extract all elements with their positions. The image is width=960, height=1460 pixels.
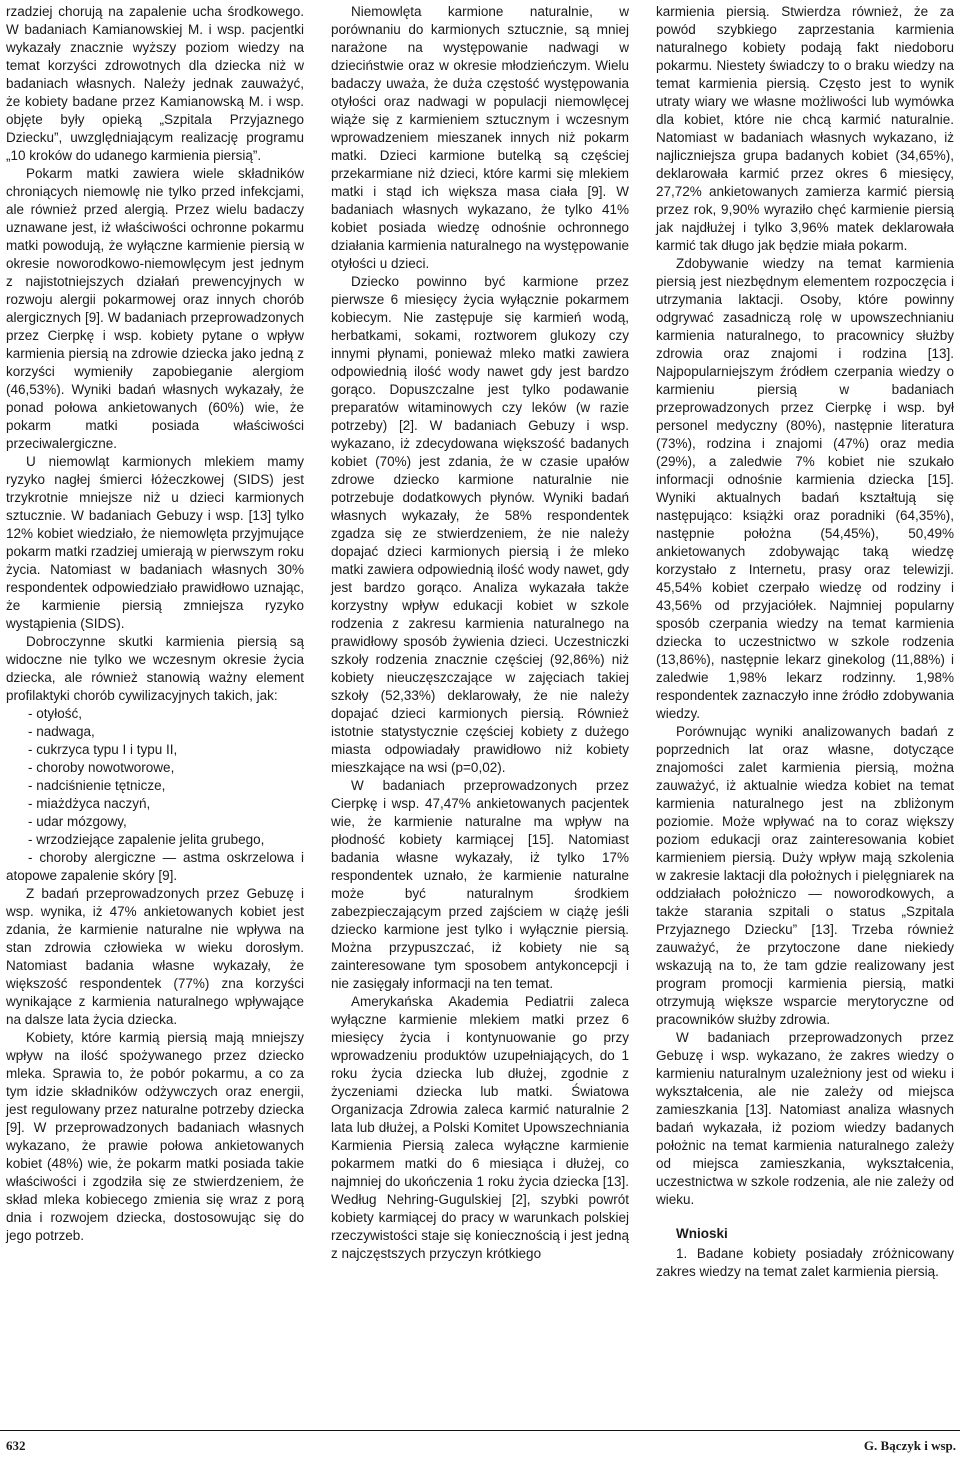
list-item: - miażdżyca naczyń, <box>28 796 151 811</box>
list-item: - cukrzyca typu I i typu II, <box>28 742 178 757</box>
list-item: - nadwaga, <box>28 724 95 739</box>
paragraph: Kobiety, które karmią piersią mają mniejszy wpływ na ilość spożywanego przez dziecko mleka. Sprawia to, że pobór pokarmu, a co za tym idzie składników odżywczych oraz energii, jest regulowany przez naturalne potrzeby dziecka [9]. W przeprowadzonych badaniach własnych wykazano, że prawie połowa ankietowanych kobiet (48%) wie, że pokarm matki posiada takie właściwości i zgodziła się ze stwierdzeniem, że skład mleka kobiecego zmienia się wraz z porą dnia i rozwojem dziecka, dostosowując się do jego potrzeb. <box>6 1030 304 1243</box>
paragraph: rzadziej chorują na zapalenie ucha środkowego. W badaniach Kamianowskiej M. i wsp. pacjentki wykazały znacznie wyższy poziom wiedzy na temat korzyści zdrowotnych dla dziecka niż w badaniach własnych. Należy jednak zauważyć, że kobiety badane przez Kamianowską M. i wsp. objęte były opieką „Szpitala Przyjaznego Dziecku”, uwzględniającym realizację programu „10 kroków do udanego karmienia piersią”. <box>6 4 304 163</box>
paragraph: Amerykańska Akademia Pediatrii zaleca wyłączne karmienie mlekiem matki przez 6 miesięcy życia i kontynuowanie go przy wprowadzeniu produktów uzupełniających, do 1 roku życia dziecka lub dłużej, zgodnie z życzeniami dziecka lub matki. Światowa Organizacja Zdrowia zaleca karmić naturalnie 2 lata lub dłużej, a Polski Komitet Upowszechniania Karmienia Piersią zaleca wyłączne karmienie pokarmem matki do 6 miesiąca i dłużej, co najmniej do ukończenia 1 roku życia dziecka [13]. Według Nehring-Gugulskiej [2], szybki powrót kobiety karmiącej do pracy w warunkach polskiej rzeczywistości staje się koniecznością i jest jedną z najczęstszych przyczyn krótkiego <box>331 994 629 1261</box>
page-number: 632 <box>6 1438 26 1453</box>
list-item: - choroby nowotworowe, <box>28 760 175 775</box>
paragraph: W badaniach przeprowadzonych przez Gebuzę i wsp. wykazano, że zakres wiedzy o karmieniu naturalnym uzależniony jest od wieku i wykształcenia, ale nie zależy od miejsca zamieszkania [13]. Natomiast analiza własnych badań wykazała, iż poziom wiedzy badanych położnic na temat karmienia naturalnego zależy od miejsca zamieszkania, wykształcenia, uczestnictwa w szkole rodzenia, ale nie zależy od wieku. <box>656 1030 954 1207</box>
paragraph: Zdobywanie wiedzy na temat karmienia piersią jest niezbędnym elementem rozpoczęcia i utrzymania laktacji. Osoby, które powinny odgrywać zasadniczą rolę w upowszechnianiu karmienia naturalnego, to pracownicy służby zdrowia oraz znajomi i rodzina [13]. Najpopularniejszym źródłem czerpania wiedzy o karmieniu piersią w badaniach przeprowadzonych przez Cierpkę i wsp. był personel medyczny (80%), następnie literatura (73%), rodzina i znajomi (47%) oraz media (29%), a zaledwie 7% kobiet nie szukało informacji odnośnie karmienia dziecka [15]. Wyniki aktualnych badań kształtują się następująco: książki oraz poradniki (64,35%), następnie położna (54,45%), 50,49% ankietowanych zdobywając taką wiedzę korzystało z Internetu, prasy oraz telewizji. 45,54% kobiet czerpało wiedzę od rodziny i 43,56% od przyjaciółek. Najmniej popularny sposób czerpania wiedzy na temat karmienia dziecka to uczestnictwo w szkole rodzenia (13,86%), następnie lekarz ginekolog (11,88%) i zaledwie 1,98% lekarz rodzinny. 1,98% respondentek zaznaczyło inne źródło zdobywania wiedzy. <box>656 256 954 721</box>
column-middle <box>331 3 629 1263</box>
paragraph: karmienia piersią. Stwierdza również, że za powód szybkiego zaprzestania karmienia naturalnego kobiety podają fakt niedoboru pokarmu. Niestety świadczy to o braku wiedzy na temat karmienia piersią. Często jest to wynik utraty wiary we własne możliwości lub wymówka dla kobiet, które nie chcą karmić naturalnie. Natomiast w badaniach własnych wykazano, iż najliczniejsza grupa badanych kobiet (34,65%), deklarowała karmić przez okres 6 miesięcy, 27,72% ankietowanych zamierza karmić piersią przez rok, 9,90% wyraziło chęć karmienie piersią jak najdłużej i tylko 3,96% matek deklarowała karmić tak długo jak będzie miała pokarm. <box>656 4 954 253</box>
paragraph: U niemowląt karmionych mlekiem mamy ryzyko nagłej śmierci łóżeczkowej (SIDS) jest trzykrotnie mniejsze niż u dzieci karmionych sztucznie. W badaniach Gebuzy i wsp. [13] tylko 12% kobiet wiedziało, że niemowlęta przyjmujące pokarm matki rzadziej umierają w pierwszym roku życia. Natomiast w badaniach własnych 30% respondentek odpowiedziało prawidłowo uznając, że karmienie piersią zmniejsza ryzyko wystąpienia (SIDS). <box>6 454 304 631</box>
paragraph: Dobroczynne skutki karmienia piersią są widoczne nie tylko we wczesnym okresie życia dziecka, ale również stanowią ważny element profilaktyki chorób cywilizacyjnych takich, jak: <box>6 634 304 703</box>
list-item: - choroby alergiczne — astma oskrzelowa i atopowe zapalenie skóry [9]. <box>6 850 304 883</box>
list-item: - udar mózgowy, <box>28 814 127 829</box>
paragraph: Dziecko powinno być karmione przez pierwsze 6 miesięcy życia wyłącznie pokarmem kobiecym. Nie zastępuje się karmień wodą, herbatkami, sokami, roztworem glukozy czy innymi płynami, ponieważ mleko matki zawiera odpowiednią ilość wody nawet gdy jest bardzo gorąco. Dopuszczalne jest tylko podawanie preparatów witaminowych czy leków (w razie potrzeby) [2]. W badaniach Gebuzy i wsp. wykazano, iż zdecydowana większość badanych kobiet (70%) jest zdania, że w czasie upałów zdrowe dziecko karmione naturalnie nie potrzebuje dodatkowych płynów. Wyniki badań własnych wykazały, że 58% respondentek zgadza się ze stwierdzeniem, że nie należy dopajać dzieci karmionych piersią i że mleko matki zawiera odpowiednią ilość wody nawet, gdy jest bardzo gorąco. Analiza wykazała także korzystny wpływ edukacji kobiet w szkole rodzenia z zakresu karmienia naturalnego na prawidłowy sposób żywienia dzieci. Uczestniczki szkoły rodzenia znacznie częściej (92,86%) niż kobiety nieuczęszczające w zajęciach takiej szkoły (52,33%) deklarowały, że nie należy dopajać dzieci karmionych piersią. Również istotnie statystycznie częściej kobiety z dużego miasta odpowiadały prawidłowo niż kobiety mieszkające na wsi (p=0,02). <box>331 274 629 775</box>
running-footer-authors: G. Bączyk i wsp. <box>863 1438 956 1453</box>
paragraph: Porównując wyniki analizowanych badań z poprzednich lat oraz własne, dotyczące znajomości zalet karmienia piersią, można zauważyć, iż aktualnie wiedza kobiet na temat karmienia naturalnego jest na zbliżonym poziomie. Może wpływać na to coraz większy poziom edukacji oraz zainteresowania kobiet karmieniem piersią. Duży wpływ mają szkolenia w zakresie laktacji dla położnych i pielęgniarek na oddziałach położniczo — noworodkowych, a także starania szpitali o status „Szpitala Przyjaznego Dziecku” [13]. Trzeba również zauważyć, że przytoczone dane niekiedy wskazują na to, że tam gdzie realizowany jest program promocji karmienia piersią, matki otrzymują większe wsparcie merytoryczne od pracowników służby zdrowia. <box>656 724 954 1027</box>
conclusion-item: 1. Badane kobiety posiadały zróżnicowany zakres wiedzy na temat zalet karmienia piersią. <box>656 1246 954 1279</box>
list-item: - wrzodziejące zapalenie jelita grubego, <box>28 832 265 847</box>
column-left <box>6 3 304 1245</box>
disease-list <box>6 705 304 885</box>
paragraph: Niemowlęta karmione naturalnie, w porównaniu do karmionych sztucznie, są mniej narażone na występowanie nadwagi w dzieciństwie oraz w okresie młodzieńczym. Wielu badaczy uważa, że duża częstość występowania otyłości oraz nadwagi w populacji niemowlęcej wiąże się z karmieniem sztucznym i wczesnym wprowadzeniem mieszanek innych niż pokarm matki. Dzieci karmione butelką są częściej przekarmiane niż dzieci, które karmi się mlekiem matki i stąd ich większa masa ciała [9]. W badaniach własnych wykazano, że tylko 41% kobiet posiada wiedzę odnośnie ochronnego działania karmienia naturalnego na występowanie otyłości u dzieci. <box>331 4 629 271</box>
paragraph: Pokarm matki zawiera wiele składników chroniących niemowlę nie tylko przed infekcjami, ale również przed alergią. Przez wielu badaczy uznawane jest, iż właściwości ochronne pokarmu matki powodują, że wyłączne karmienie piersią w okresie noworodkowo-niemowlęcym jest jednym z najistotniejszych działań prewencyjnych w rozwoju alergii pokarmowej oraz innych chorób alergicznych [9]. W badaniach przeprowadzonych przez Cierpkę i wsp. kobiety pytane o wpływ karmienia piersią na zdrowie dziecka jako jedną z korzyści wymieniły zapobieganie alergiom (46,53%). Wyniki badań własnych wykazały, że ponad połowa ankietowanych (60%) wie, że pokarm matki posiada właściwości przeciwalergiczne. <box>6 166 304 451</box>
footer-divider <box>0 1430 960 1431</box>
column-right <box>656 3 954 1281</box>
list-item: - nadciśnienie tętnicze, <box>28 778 166 793</box>
paragraph: W badaniach przeprowadzonych przez Cierpkę i wsp. 47,47% ankietowanych pacjentek wie, że karmienie naturalne ma wpływ na płodność kobiety karmiącej [15]. Natomiast badania własne wykazały, iż tylko 17% respondentek uznało, że karmienie naturalne może być naturalnym środkiem zabezpieczającym przed zajściem w ciążę jeśli dziecko karmione jest tylko i wyłącznie piersią. Można przypuszczać, iż kobiety nie są zainteresowane tym sposobem antykoncepcji i nie zasięgały informacji na ten temat. <box>331 778 629 991</box>
conclusions-heading: Wnioski <box>676 1226 728 1241</box>
list-item: - otyłość, <box>28 706 83 721</box>
paragraph: Z badań przeprowadzonych przez Gebuzę i wsp. wynika, iż 47% ankietowanych kobiet jest zdania, że karmienie naturalne nie wpływa na stan zdrowia człowieka w wieku dorosłym. Natomiast badania własne wykazały, że większość respondentek (77%) zna korzyści wynikające z karmienia naturalnego wpływające na dalsze lata życia dziecka. <box>6 886 304 1027</box>
